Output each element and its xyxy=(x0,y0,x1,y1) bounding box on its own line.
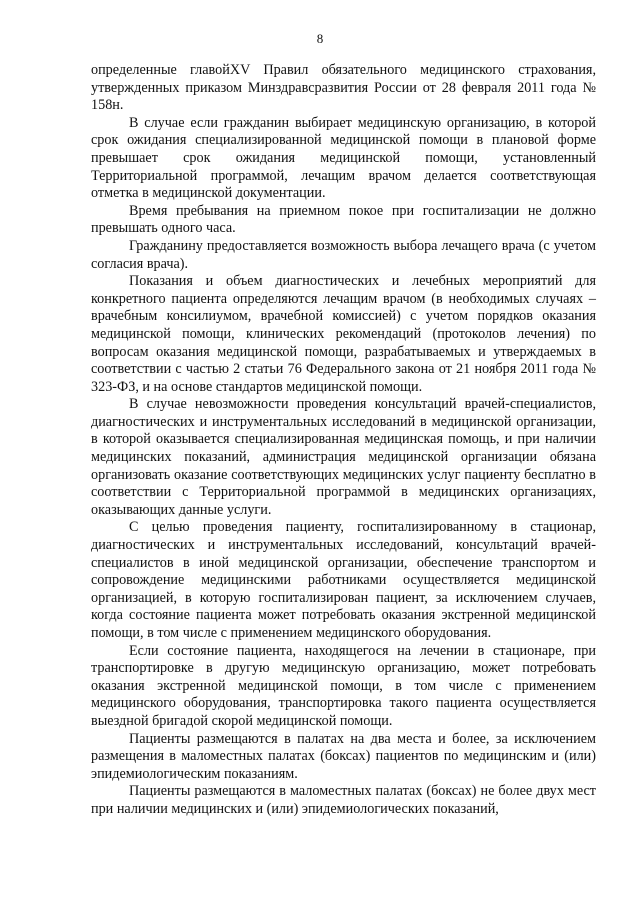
paragraph-emergency-transport: Если состояние пациента, находящегося на лечении в стационаре, при транспортировке в другую медицинскую организацию, может потребовать оказания экстренной медицинской помощи, в том числе с применением медицинского оборудования, транспортировка такого пациента осуществляется выездной бригадой скорой медицинской помощи. xyxy=(91,642,596,729)
paragraph-small-wards: Пациенты размещаются в маломестных палатах (боксах) не более двух мест при наличии медицинских и (или) эпидемиологических показаний, xyxy=(91,783,596,817)
paragraph-consultations-impossible: В случае невозможности проведения консультаций врачей-специалистов, диагностических и инструментальных исследований в медицинской организации, в которой оказывается специализированная медицинская помощь, и при наличии медицинских показаний, администрация медицинской организации обязана организовать оказание соответствующих медицинских услуг пациенту бесплатно в соответствии с Территориальной программой в медицинских организациях, оказывающих данные услуги. xyxy=(91,396,596,518)
paragraph-admission-time: Время пребывания на приемном покое при госпитализации не должно превышать одного часа. xyxy=(91,202,596,237)
paragraph-continuation: определенные главойXV Правил обязательного медицинского страхования, утвержденных приказом Минздравсразвития России от 28 февраля 2011 года № 158н. xyxy=(91,62,596,114)
paragraph-ward-placement: Пациенты размещаются в палатах на два места и более, за исключением размещения в маломестных палатах (боксах) пациентов по медицинским и (или) эпидемиологическим показаниям. xyxy=(91,730,596,782)
paragraph-choice-of-organization: В случае если гражданин выбирает медицинскую организацию, в которой срок ожидания специализированной медицинской помощи в плановой форме превышает срок ожидания медицинской помощи, установленный Территориальной программой, лечащим врачом делается соответствующая отметка в медицинской документации. xyxy=(91,114,596,202)
page-number: 8 xyxy=(316,31,324,46)
document-body xyxy=(91,62,596,819)
paragraph-choice-of-doctor: Гражданину предоставляется возможность выбора лечащего врача (с учетом согласия врача). xyxy=(91,237,596,272)
paragraph-transport-for-diagnostics: С целью проведения пациенту, госпитализированному в стационар, диагностических и инструментальных исследований, консультаций врачей-специалистов в иной медицинской организации, обеспечение транспортом и сопровождение медицинскими работниками осуществляется медицинской организацией, в которую госпитализирован пациент, за исключением случаев, когда состояние пациента может потребовать оказания экстренной медицинской помощи, в том числе с применением медицинского оборудования. xyxy=(91,519,596,641)
paragraph-indications: Показания и объем диагностических и лечебных мероприятий для конкретного пациента определяются лечащим врачом (в необходимых случаях – врачебным консилиумом, врачебной комиссией) с учетом порядков оказания медицинской помощи, клинических рекомендаций (протоколов лечения) по вопросам оказания медицинской помощи, разрабатываемых и утверждаемых в соответствии с частью 2 статьи 76 Федерального закона от 21 ноября 2011 года № 323-ФЗ, и на основе стандартов медицинской помощи. xyxy=(91,273,596,395)
